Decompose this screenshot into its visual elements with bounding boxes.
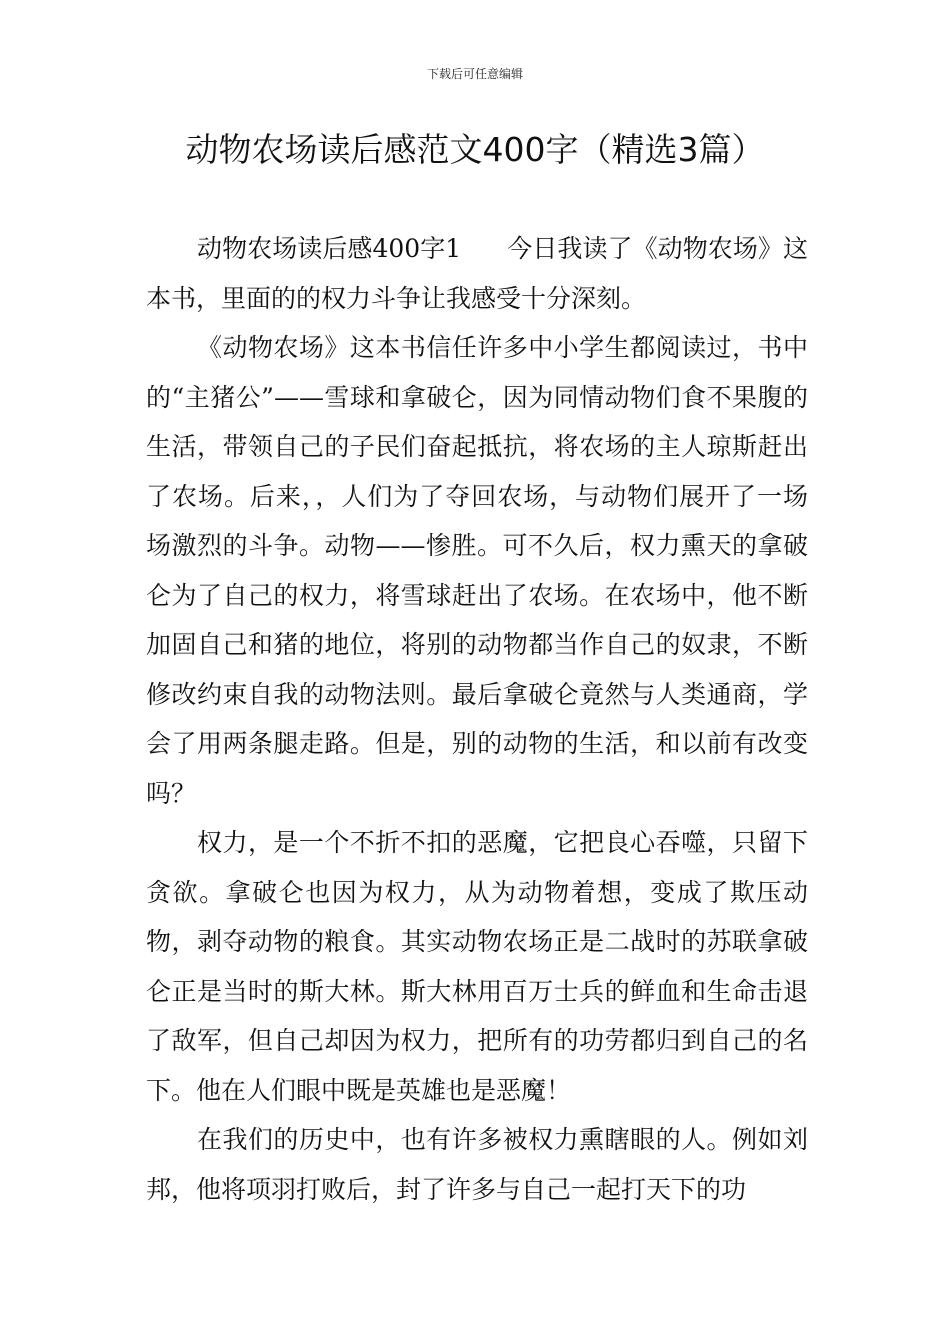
paragraph-3: 权力，是一个不折不扣的恶魔，它把良心吞噬，只留下贪欲。拿破仑也因为权力，从为动物着想，变成了欺压动物，剥夺动物的粮食。其实动物农场正是二战时的苏联拿破仑正是当时的斯大林。斯大林用百万士兵的鲜血和生命击退了敌军，但自己却因为权力，把所有的功劳都归到自己的名下。他在人们眼中既是英雄也是恶魔！ [146,828,808,1105]
header-note: 下载后可任意编辑 [426,67,523,81]
document-body [146,224,808,1214]
paragraph-1 [146,224,808,323]
essay-heading: 动物农场读后感400字1 [197,234,462,263]
paragraph-2: 《动物农场》这本书信任许多中小学生都阅读过，书中的“主猪公”——雪球和拿破仑，因为同情动物们食不果腹的生活，带领自己的子民们奋起抵抗，将农场的主人琼斯赶出了农场。后来，，人们为了夺回农场，与动物们展开了一场场激烈的斗争。动物——惨胜。可不久后，权力熏天的拿破仑为了自己的权力，将雪球赶出了农场。在农场中，他不断加固自己和猪的地位，将别的动物都当作自己的奴隶，不断修改约束自我的动物法则。最后拿破仑竟然与人类通商，学会了用两条腿走路。但是，别的动物的生活，和以前有改变吗？ [146,333,808,808]
document-title: 动物农场读后感范文400字（精选3篇） [185,130,765,169]
paragraph-1-text: 今日我读了《动物农场》这本书，里面的的权力斗争让我感受十分深刻。 [146,234,808,313]
paragraph-4: 在我们的历史中，也有许多被权力熏瞎眼的人。例如刘邦，他将项羽打败后，封了许多与自己一起打天下的功 [146,1125,808,1204]
